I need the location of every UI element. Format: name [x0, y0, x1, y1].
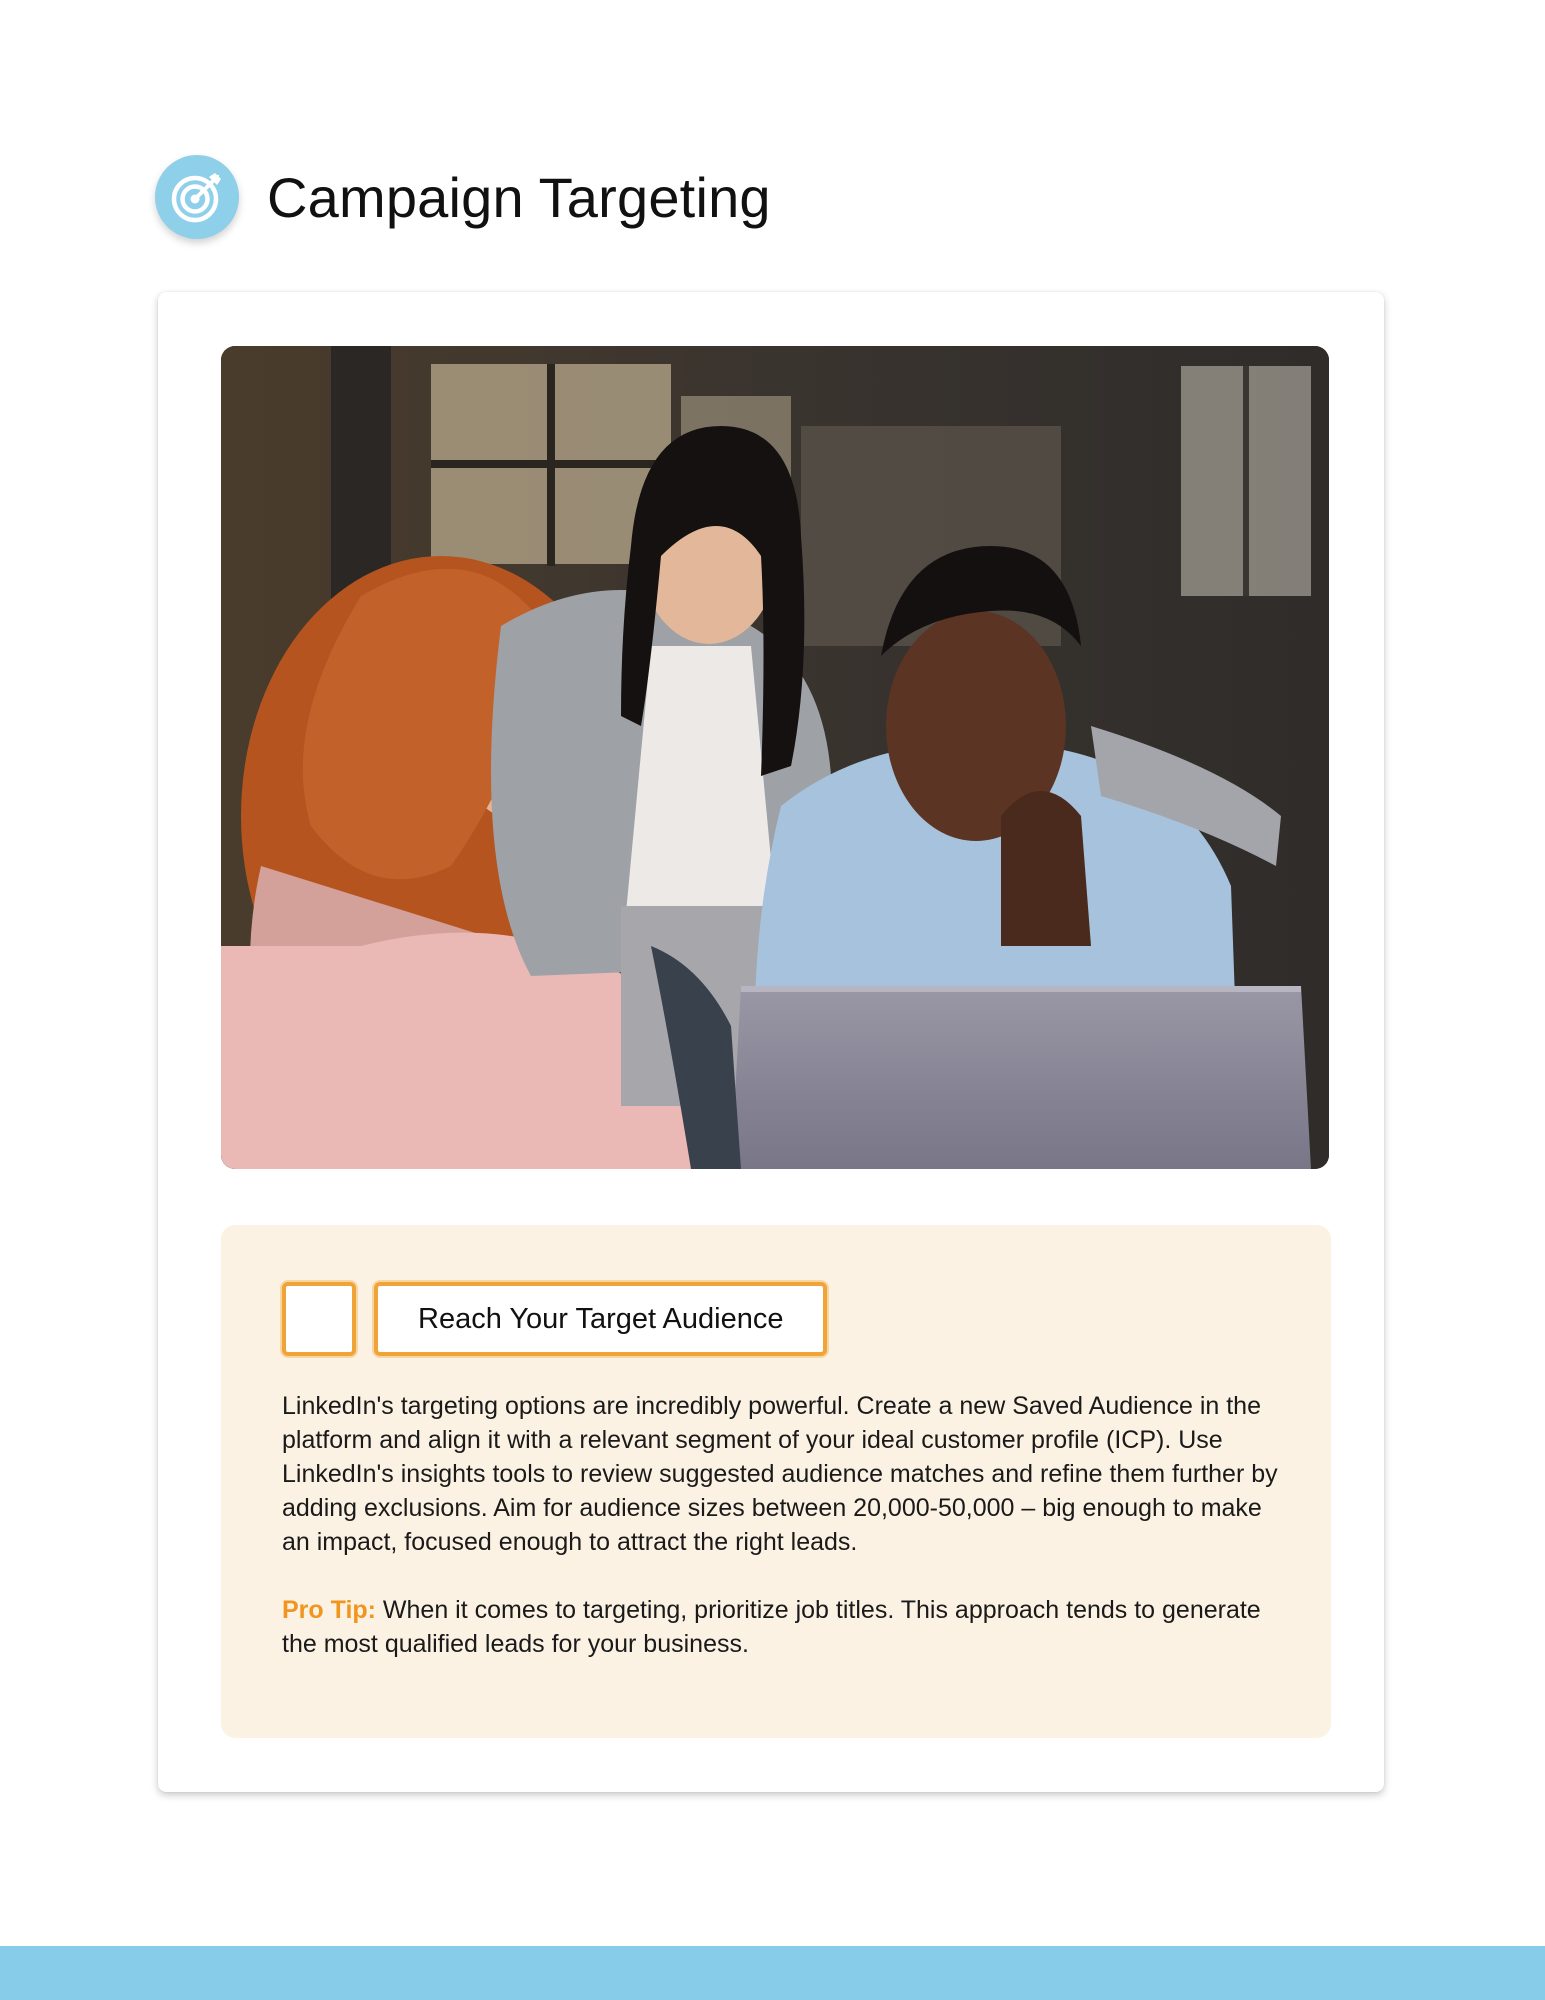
pro-tip-paragraph [282, 1593, 1282, 1661]
tip-body [282, 1389, 1282, 1661]
tip-paragraph: LinkedIn's targeting options are incredibly powerful. Create a new Saved Audience in the platform and align it with a relevant segment of your ideal customer profile (ICP). Use LinkedIn's insights tools to review suggested audience matches and refine them further by adding exclusions. Aim for audience sizes between 20,000-50,000 – big enough to make an impact, focused enough to attract the right leads. [282, 1392, 1278, 1556]
page-title: Campaign Targeting [267, 165, 771, 229]
target-icon [155, 155, 239, 239]
content-card [158, 292, 1384, 1792]
team-photo [221, 346, 1329, 1169]
pro-tip-label: Pro Tip: [282, 1596, 376, 1624]
pro-tip-text: When it comes to targeting, prioritize job titles. This approach tends to generate the most qualified leads for your business. [282, 1596, 1261, 1658]
footer-bar [0, 1946, 1545, 2000]
tip-heading: Reach Your Target Audience [374, 1282, 827, 1356]
tip-header [282, 1282, 827, 1356]
page-header [155, 155, 771, 239]
pro-tip-panel [221, 1225, 1331, 1738]
square-icon [282, 1282, 356, 1356]
